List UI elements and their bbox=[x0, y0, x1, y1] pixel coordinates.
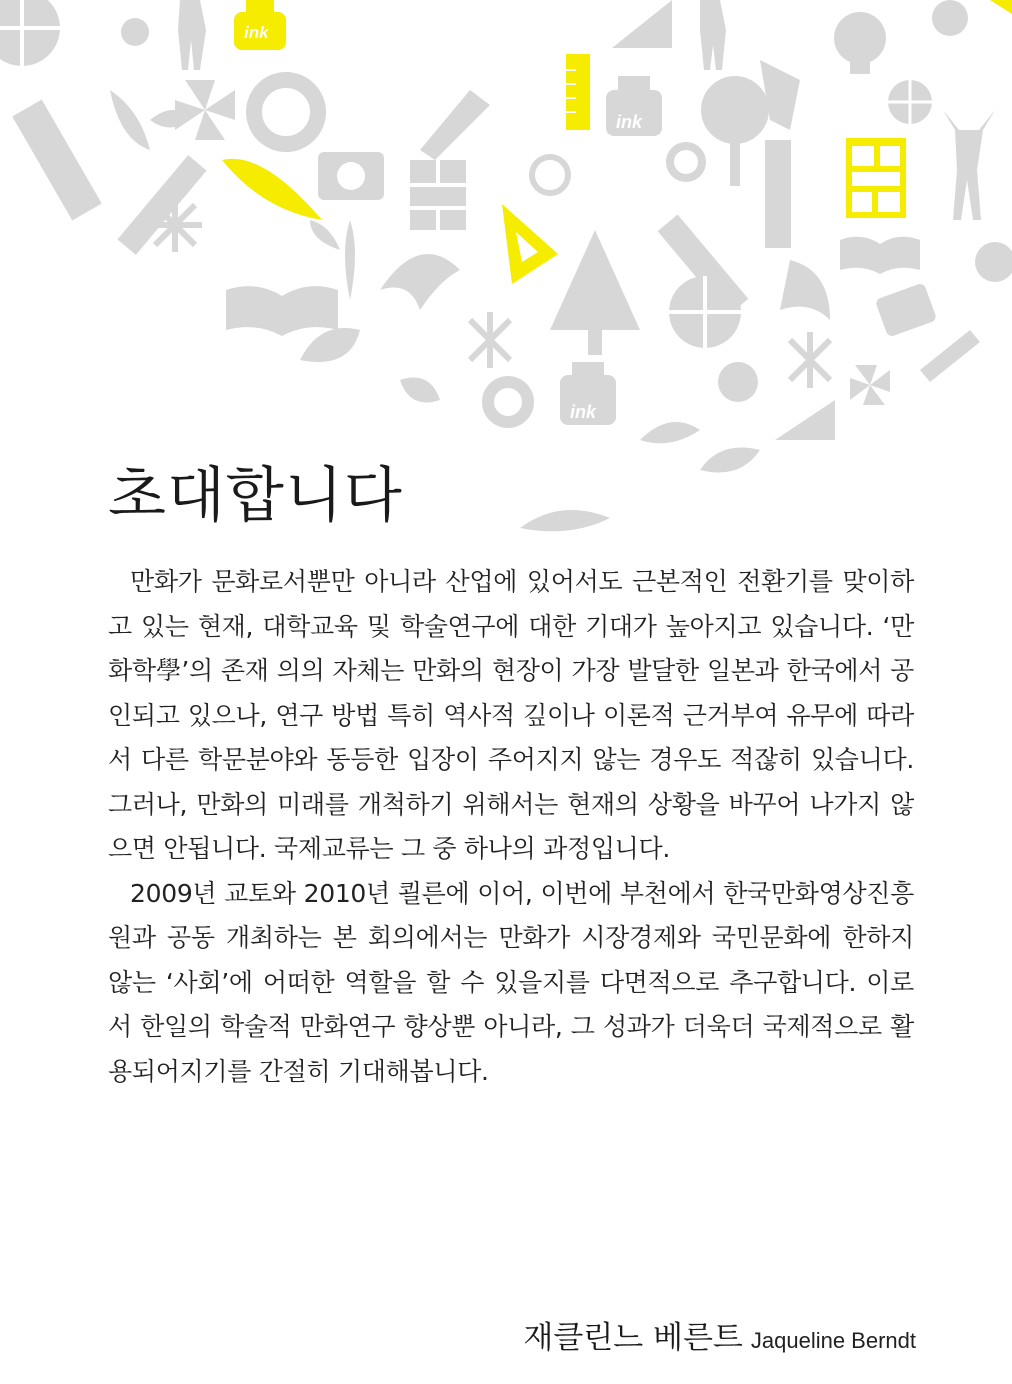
book-icon bbox=[840, 237, 920, 274]
refresh-icon bbox=[254, 80, 318, 144]
ruler-icon bbox=[765, 140, 791, 248]
pen-nib-icon bbox=[222, 159, 322, 220]
svg-text:ink: ink bbox=[616, 112, 643, 132]
pen-nib-icon bbox=[420, 90, 490, 160]
leaf-icon bbox=[300, 328, 440, 403]
paragraph-2: 2009년 교토와 2010년 쾰른에 이어, 이번에 부천에서 한국만화영상진흥원과 공동 개최하는 본 회의에서는 만화가 시장경제와 국민문화에 한하지 않는 ‘사회’에 어떠한 역할을 할 수 있을지를 다면적으로 추구합니다. 이로서 한일의 학술적 만화연구 향상뿐 아니라, 그 성과가 더욱더 국제적으로 활용되어지기를 간절히 기대해봅니다. bbox=[108, 878, 914, 1086]
ink-bottle-icon bbox=[234, 0, 286, 50]
person-silhouette-icon bbox=[700, 0, 726, 70]
globe-icon bbox=[669, 276, 741, 348]
paragraph-1: 만화가 문화로서뿐만 아니라 산업에 있어서도 근본적인 전환기를 맞이하고 있는 현재, 대학교육 및 학술연구에 대한 기대가 높아지고 있습니다. ‘만화학學’의 존재 의의 자체는 만화의 현장이 가장 발달한 일본과 한국에서 공인되고 있으나, 연구 방법 특히 역사적 깊이나 이론적 근거부여 유무에 따라서 다른 학문분야와 동등한 입장이 주어지지 않는 경우도 적잖히 있습니다. 그러나, 만화의 미래를 개척하기 위해서는 현재의 상황을 바꾸어 나가지 않으면 안됩니다. 국제교류는 그 중 하나의 과정입니다. bbox=[108, 567, 914, 863]
person-silhouette-icon bbox=[178, 0, 206, 70]
ink-bottle-icon bbox=[560, 362, 616, 425]
triangle-ruler-icon bbox=[775, 400, 835, 440]
snowflake-icon bbox=[790, 332, 830, 388]
invitation-body bbox=[108, 560, 914, 1094]
signature-english-name: Jaqueline Berndt bbox=[750, 1328, 916, 1353]
snowflake-icon bbox=[148, 198, 202, 252]
light-bulb-icon bbox=[834, 12, 886, 74]
book-icon bbox=[226, 286, 338, 336]
pen-nib-icon bbox=[520, 510, 610, 531]
manga-panel-icon bbox=[846, 138, 906, 218]
signature-korean-name: 재클린느 베른트 bbox=[523, 1320, 743, 1356]
yellow-corner-shape bbox=[990, 0, 1012, 14]
ruler-icon bbox=[566, 54, 590, 130]
svg-text:ink: ink bbox=[570, 402, 597, 422]
globe-icon bbox=[0, 0, 60, 66]
ink-bottle-icon bbox=[606, 76, 662, 136]
ring-icon bbox=[488, 382, 528, 422]
flower-icon bbox=[121, 18, 149, 46]
camera-icon bbox=[875, 282, 938, 337]
light-bulb-icon bbox=[718, 362, 758, 402]
page-title: 초대합니다 bbox=[108, 461, 403, 531]
svg-text:ink: ink bbox=[244, 23, 269, 42]
manga-panel-icon bbox=[410, 160, 466, 230]
bird-icon bbox=[380, 254, 460, 310]
bird-icon bbox=[780, 260, 830, 320]
flower-icon bbox=[975, 242, 1012, 282]
snowflake-icon bbox=[470, 312, 510, 368]
camera-icon bbox=[318, 152, 384, 200]
tree-icon bbox=[550, 230, 640, 355]
ruler-icon bbox=[12, 100, 101, 221]
globe-icon bbox=[888, 80, 932, 124]
pen-nib-icon bbox=[920, 330, 980, 382]
signature bbox=[523, 1312, 916, 1357]
pinwheel-icon bbox=[175, 80, 235, 140]
person-silhouette-icon bbox=[943, 110, 995, 220]
pinwheel-icon bbox=[850, 365, 890, 405]
swirl-icon bbox=[532, 157, 568, 193]
tree-icon bbox=[701, 76, 769, 186]
triangle-ruler-icon bbox=[612, 0, 672, 48]
refresh-icon bbox=[670, 146, 702, 178]
flower-icon bbox=[932, 0, 968, 36]
leaf-icon bbox=[640, 422, 760, 473]
triangle-ruler-icon bbox=[502, 204, 558, 284]
